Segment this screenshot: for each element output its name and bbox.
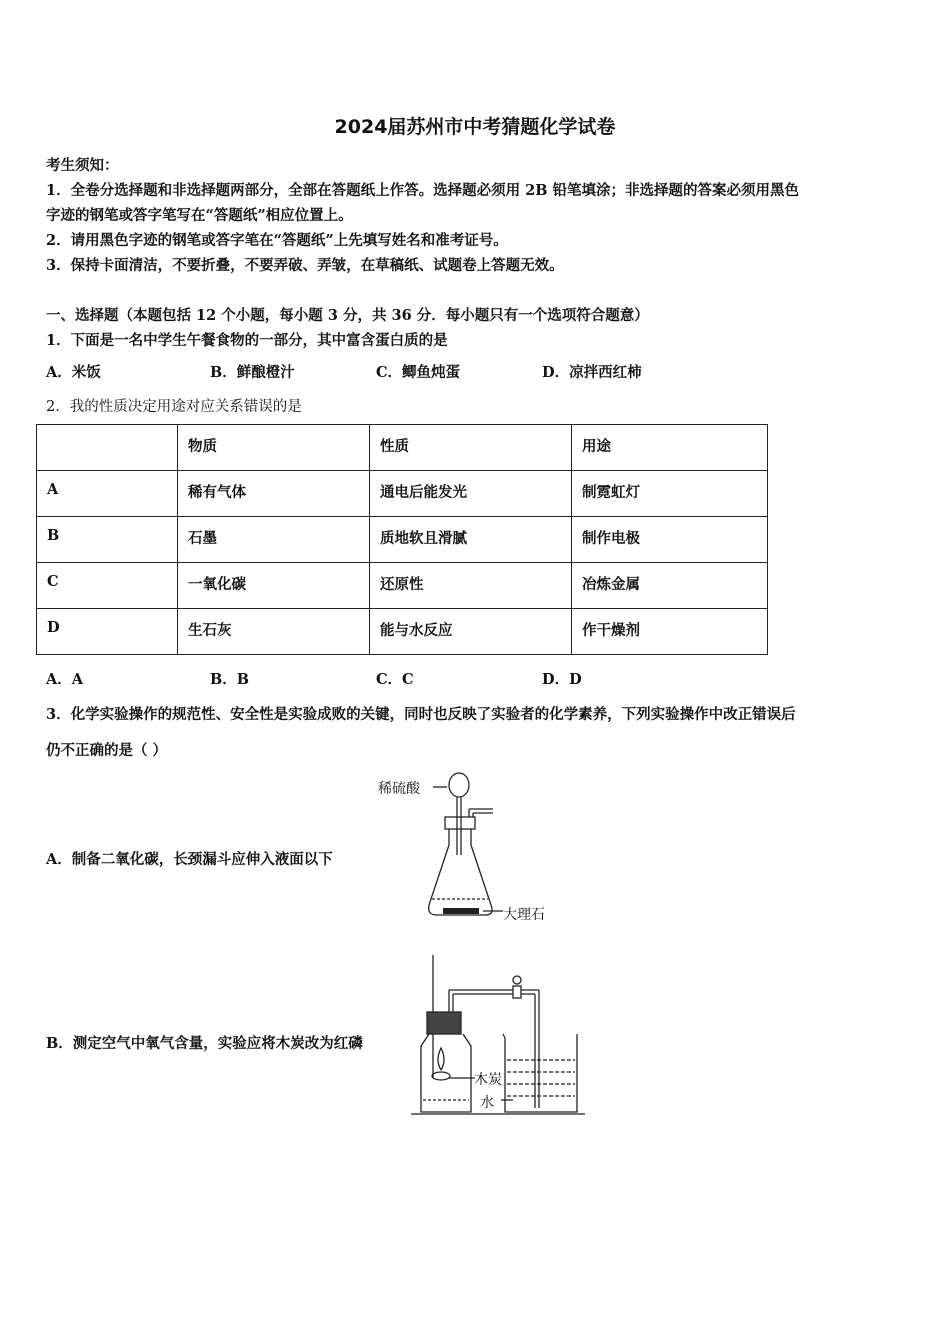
q2-option-c: C．C (376, 671, 414, 688)
table-cell: D (37, 609, 178, 655)
q2-option-a: A．A (46, 671, 84, 688)
q3-option-a: A．制备二氧化碳，长颈漏斗应伸入液面以下 (46, 851, 333, 868)
table-cell: 石墨 (178, 517, 370, 563)
label-marble: 大理石 (503, 907, 545, 923)
notice-item-2: 2．请用黑色字迹的钢笔或答字笔在“答题纸”上先填写姓名和准考证号。 (46, 232, 508, 249)
table-row (37, 609, 768, 655)
q2-table (36, 424, 768, 655)
table-cell: C (37, 563, 178, 609)
table-cell: 作干燥剂 (572, 609, 768, 655)
notice-heading: 考生须知： (46, 157, 119, 174)
table-header-cell (37, 425, 178, 471)
table-row (37, 563, 768, 609)
figure-b-oxygen-apparatus (405, 950, 595, 1120)
table-cell: A (37, 471, 178, 517)
table-cell: 还原性 (370, 563, 572, 609)
table-header-cell: 物质 (178, 425, 370, 471)
table-cell: 能与水反应 (370, 609, 572, 655)
q3-stem-line2: 仍不正确的是（ ） (46, 742, 168, 759)
table-cell: 制霓虹灯 (572, 471, 768, 517)
q1-option-a: A．米饭 (46, 364, 101, 381)
q1-option-b: B．鲜酿橙汁 (210, 364, 295, 381)
notice-item-1b: 字迹的钢笔或答字笔写在“答题纸”相应位置上。 (46, 207, 353, 224)
notice-item-1a: 1．全卷分选择题和非选择题两部分，全部在答题纸上作答。选择题必须用 2B 铅笔填涂；非选择题的答案必须用黑色 (46, 182, 800, 199)
notice-item-3: 3．保持卡面清洁，不要折叠，不要弄破、弄皱，在草稿纸、试题卷上答题无效。 (46, 257, 564, 274)
q2-stem: 2．我的性质决定用途对应关系错误的是 (46, 399, 302, 415)
table-cell: 稀有气体 (178, 471, 370, 517)
table-cell: B (37, 517, 178, 563)
table-cell: 冶炼金属 (572, 563, 768, 609)
section-heading: 一、选择题（本题包括 12 个小题，每小题 3 分，共 36 分．每小题只有一个选项符合题意） (46, 307, 649, 324)
label-water: 水 (480, 1095, 494, 1111)
q2-option-b: B．B (210, 671, 250, 688)
table-header-cell: 性质 (370, 425, 572, 471)
marble-chips (443, 908, 479, 914)
label-dilute-sulfuric-acid: 稀硫酸 (378, 781, 420, 797)
table-header-row (37, 425, 768, 471)
table-row (37, 471, 768, 517)
label-charcoal: 木炭 (474, 1072, 502, 1088)
table-cell: 生石灰 (178, 609, 370, 655)
q1-option-c: C．鲫鱼炖蛋 (376, 364, 461, 381)
q3-option-b: B．测定空气中氧气含量，实验应将木炭改为红磷 (46, 1035, 363, 1052)
q2-option-d: D．D (542, 671, 582, 688)
table-row (37, 517, 768, 563)
table-cell: 通电后能发光 (370, 471, 572, 517)
q1-stem: 1．下面是一名中学生午餐食物的一部分，其中富含蛋白质的是 (46, 332, 448, 349)
table-header-cell: 用途 (572, 425, 768, 471)
q3-stem-line1: 3．化学实验操作的规范性、安全性是实验成败的关键，同时也反映了实验者的化学素养，下列实验操作中改正错误后 (46, 706, 796, 723)
page-title: 2024届苏州市中考猜题化学试卷 (334, 116, 616, 138)
table-cell: 制作电极 (572, 517, 768, 563)
q1-option-d: D．凉拌西红柿 (542, 364, 642, 381)
table-cell: 一氧化碳 (178, 563, 370, 609)
table-cell: 质地软且滑腻 (370, 517, 572, 563)
